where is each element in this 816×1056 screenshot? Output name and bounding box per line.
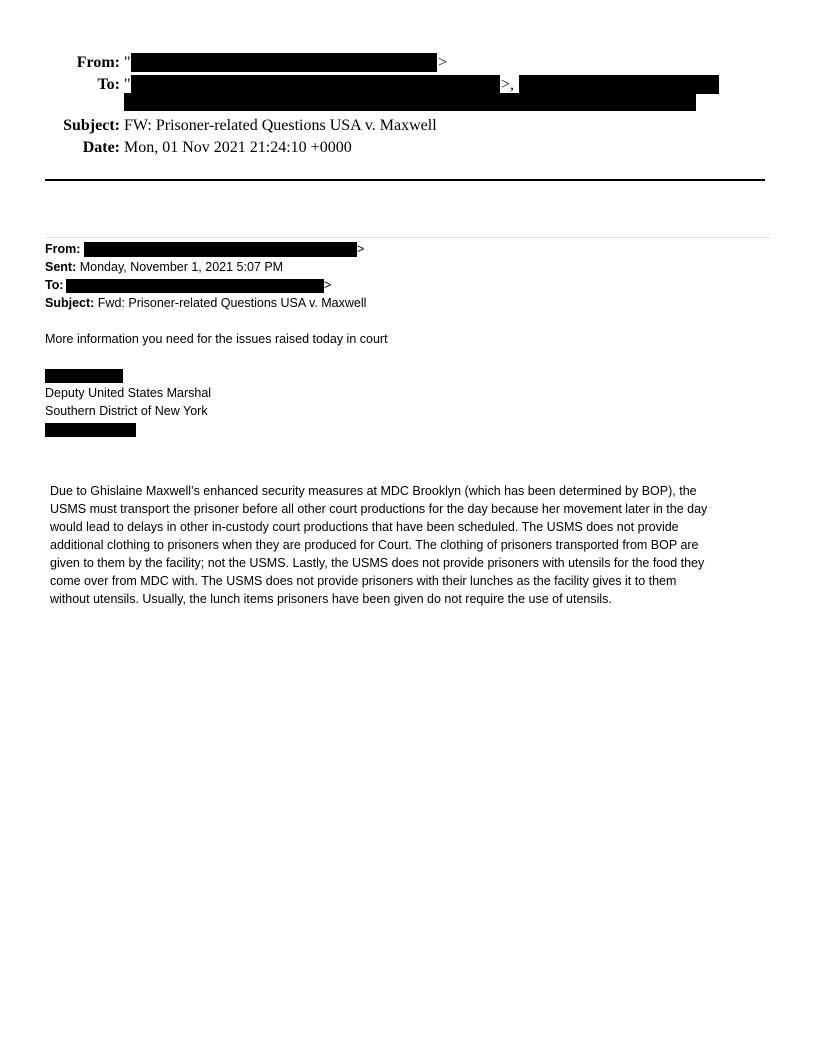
paragraph-line: given to them by the facility; not the USMS. Lastly, the USMS does not provide prisoners with utensils for the food they — [50, 556, 705, 570]
fwd-to-line — [45, 278, 64, 292]
fwd-subject-line — [45, 296, 366, 310]
intro-text: More information you need for the issues raised today in court — [45, 332, 388, 346]
from-prefix: " — [124, 54, 131, 71]
paragraph-line: USMS must transport the prisoner before all other court productions for the day because her movement later in the day — [50, 502, 708, 516]
to-redaction-3 — [124, 93, 696, 111]
signature-title: Deputy United States Marshal — [45, 386, 212, 400]
fwd-to-suffix: > — [324, 278, 332, 292]
to-redaction-2 — [519, 75, 719, 94]
subject-label: Subject: — [63, 117, 120, 134]
fwd-to-label: To: — [45, 278, 64, 292]
fwd-sent-line — [45, 260, 283, 274]
subject-value: FW: Prisoner-related Questions USA v. Maxwell — [124, 117, 437, 134]
to-redaction-1 — [131, 75, 500, 94]
fwd-from-label: From: — [45, 242, 81, 256]
paragraph-line: without utensils. Usually, the lunch items prisoners have been given do not require the use of utensils. — [50, 592, 612, 606]
signature-contact-redaction — [45, 423, 136, 437]
signature-district: Southern District of New York — [45, 404, 208, 418]
to-prefix: " — [124, 76, 131, 93]
fwd-to-redaction — [66, 279, 324, 293]
paragraph-line: Due to Ghislaine Maxwell’s enhanced security measures at MDC Brooklyn (which has been determined by BOP), the — [50, 484, 697, 498]
fwd-from-line — [45, 242, 80, 256]
from-label: From: — [76, 54, 120, 71]
header-divider — [45, 179, 765, 181]
from-redaction — [131, 53, 437, 72]
to-label: To: — [97, 76, 120, 93]
body-paragraph — [50, 482, 770, 608]
fwd-subject-label: Subject: — [45, 296, 95, 310]
to-suffix: >, — [501, 76, 515, 93]
forward-divider — [45, 237, 771, 238]
fwd-subject-value: Fwd: Prisoner-related Questions USA v. Maxwell — [97, 296, 367, 310]
paragraph-line: would lead to delays in other in-custody court productions that have been scheduled. The USMS does not provide — [50, 520, 679, 534]
paragraph-line: come over from MDC with. The USMS does not provide prisoners with their lunches as the facility gives it to them — [50, 574, 677, 588]
date-label: Date: — [82, 139, 120, 156]
fwd-from-suffix: > — [357, 242, 365, 256]
paragraph-line: additional clothing to prisoners when they are produced for Court. The clothing of prisoners transported from BOP are — [50, 538, 699, 552]
fwd-sent-value: Monday, November 1, 2021 5:07 PM — [79, 260, 284, 274]
from-suffix: > — [438, 54, 448, 71]
fwd-sent-label: Sent: — [45, 260, 77, 274]
fwd-from-redaction — [84, 242, 357, 257]
signature-name-redaction — [45, 369, 123, 383]
date-value: Mon, 01 Nov 2021 21:24:10 +0000 — [124, 139, 352, 156]
